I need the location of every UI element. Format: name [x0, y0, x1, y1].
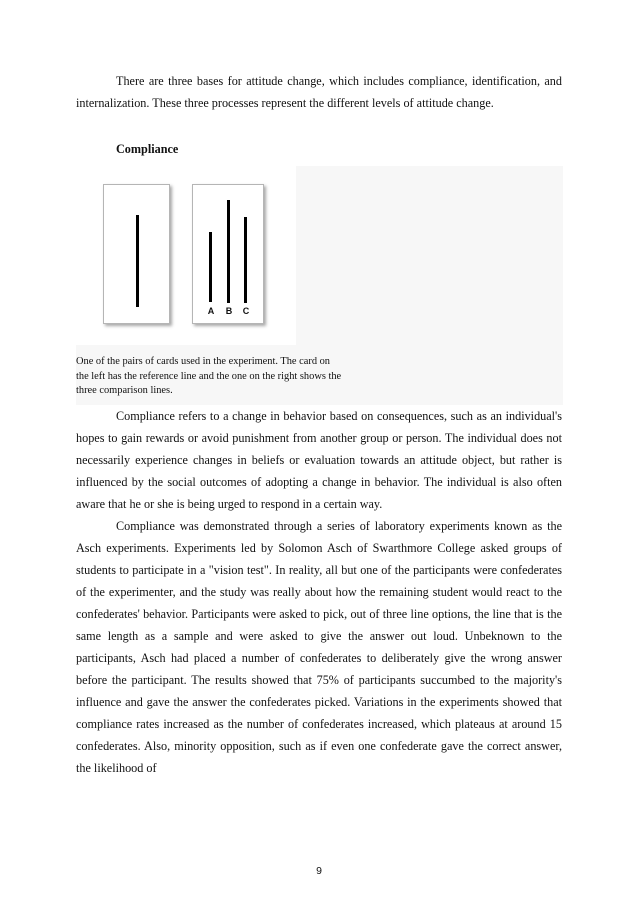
section-heading: Compliance [116, 142, 179, 156]
asch-cards-image [76, 166, 296, 345]
label-c: C [242, 306, 250, 316]
figure-caption: One of the pairs of cards used in the experiment. The card on the left has the reference line and the one on the right shows the three comparison lines. [76, 356, 342, 396]
comparison-line-b [227, 200, 230, 303]
label-b: B [225, 306, 233, 316]
reference-card [103, 184, 170, 324]
reference-line [136, 215, 139, 307]
comparison-line-c [244, 217, 247, 303]
body-paragraph: Compliance was demonstrated through a series of laboratory experiments known as the Asch experiments. Experiments led by Solomon Asch of Swarthmore College asked groups of students to participate in a "vision test". In reality, all but one of the participants were confederates of the experimenter, and the study was really about how the remaining student would react to the confederates' behavior. Participants were asked to pick, out of three line options, the line that is the same length as a sample and were asked to give the answer out loud. Unbeknown to the participants, Asch had placed a number of confederates to deliberately give the wrong answer before the participant. The results showed that 75% of participants succumbed to the majority's influence and gave the answer the confederates picked. Variations in the experiments showed that compliance rates increased as the number of confederates increased, which plateaus at around 15 confederates. Also, minority opposition, such as if even one confederate gave the correct answer, the likelihood of [76, 519, 562, 775]
label-a: A [207, 306, 215, 316]
comparison-line-a [209, 232, 212, 302]
figure [76, 166, 563, 405]
body-paragraph: Compliance refers to a change in behavior based on consequences, such as an individual's hopes to gain rewards or avoid punishment from another group or person. The individual does not necessarily experience changes in beliefs or evaluation towards an attitude object, but rather is influenced by the social outcomes of adopting a change in behavior. The individual is also often aware that he or she is being urged to respond in a certain way. [76, 409, 562, 511]
intro-paragraph: There are three bases for attitude change, which includes compliance, identification, and internalization. These three processes represent the different levels of attitude change. [76, 74, 562, 110]
page-number: 9 [316, 865, 322, 877]
comparison-card [192, 184, 264, 324]
